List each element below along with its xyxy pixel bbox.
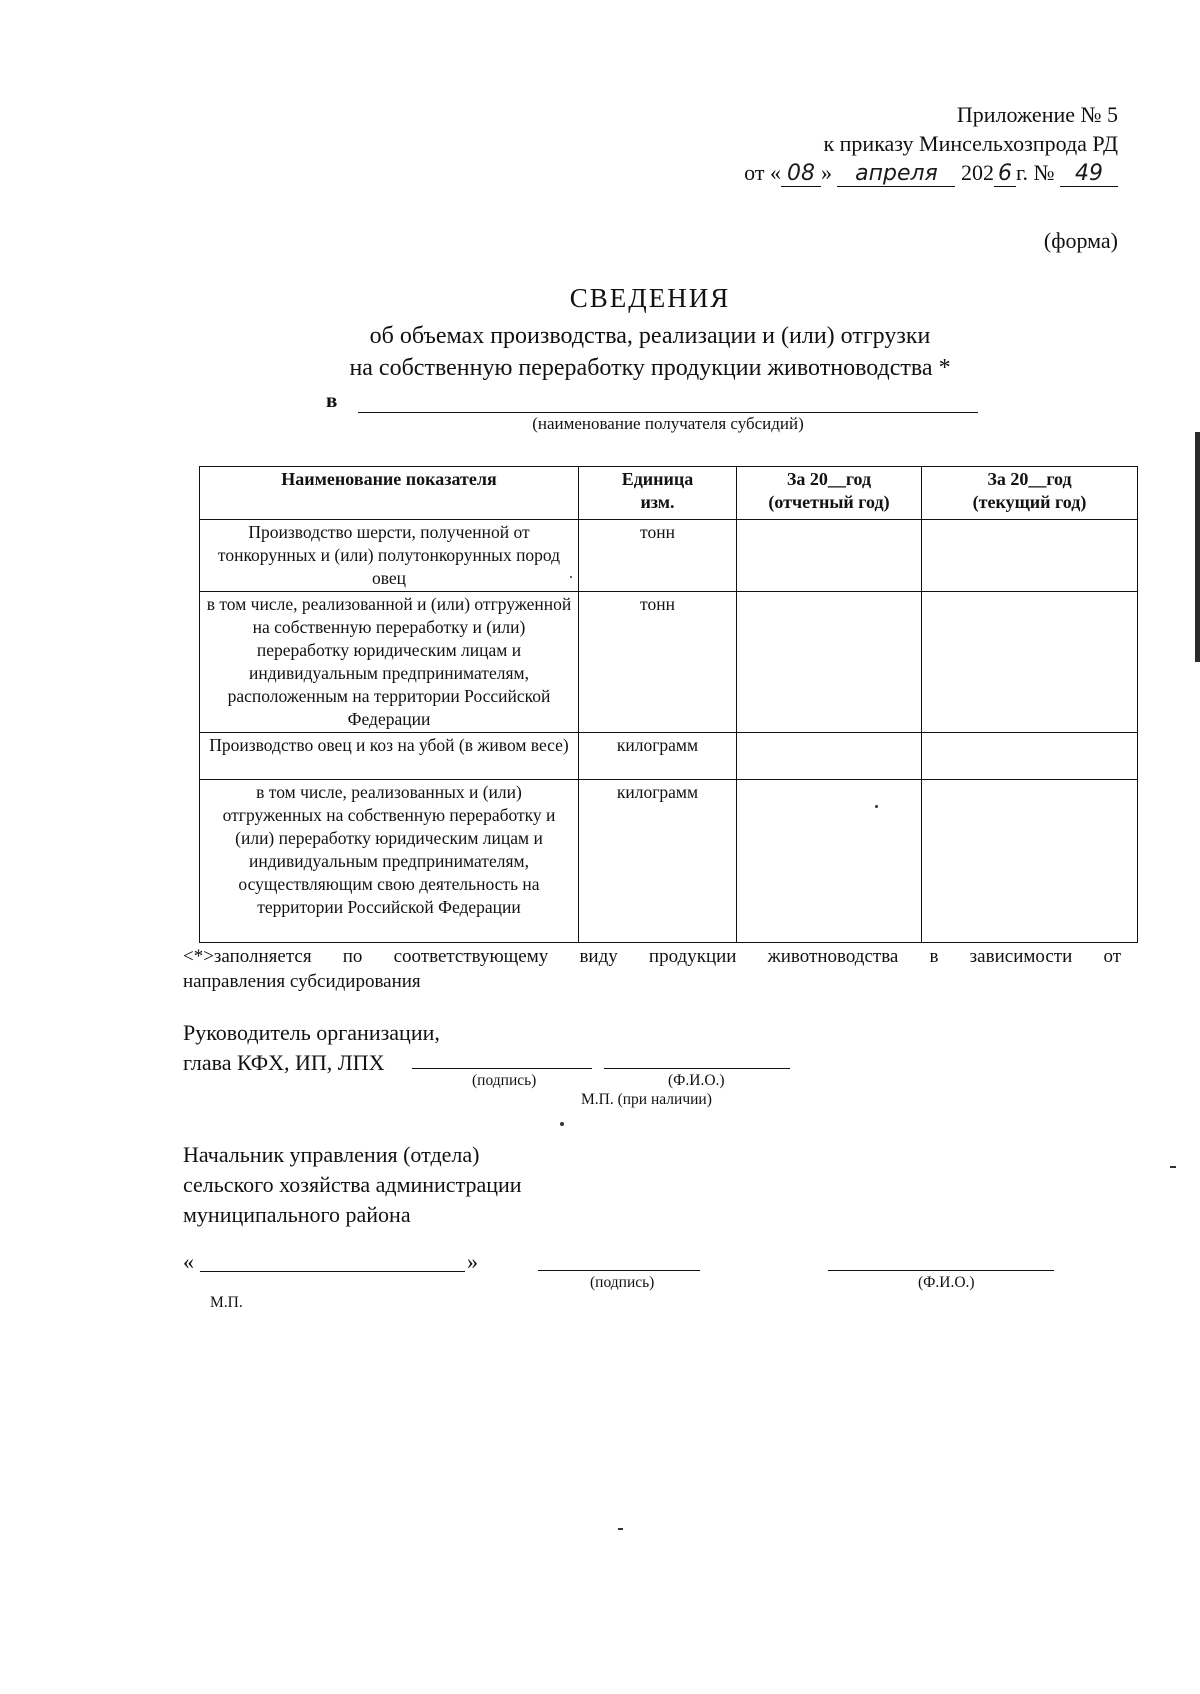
date-prefix: от « <box>744 160 781 185</box>
date-year-prefix: 202 <box>955 160 994 185</box>
table-header-row <box>200 467 1138 520</box>
head-name-caption: (Ф.И.О.) <box>668 1072 725 1089</box>
row-reported-value[interactable] <box>737 520 922 592</box>
recipient-prefix: в <box>326 388 338 412</box>
chief-name-caption: (Ф.И.О.) <box>918 1274 975 1291</box>
order-number-field <box>1060 161 1118 187</box>
head-name-field[interactable] <box>604 1068 790 1069</box>
table-row <box>200 520 1138 592</box>
scan-speck <box>875 805 878 808</box>
head-title-line2: глава КФХ, ИП, ЛПХ <box>183 1050 385 1075</box>
annex-reference <box>823 100 1118 158</box>
row-unit: тонн <box>579 592 737 733</box>
row-unit: килограмм <box>579 780 737 943</box>
table-row <box>200 733 1138 780</box>
date-year-digit: 6 <box>997 161 1012 186</box>
row-name: Производство шерсти, полученной от тонкорунных и (или) полутонкорунных пород овец <box>200 520 579 592</box>
date-month: апреля <box>855 161 938 186</box>
annex-number: Приложение № 5 <box>956 102 1118 127</box>
row-reported-value[interactable] <box>737 780 922 943</box>
row-current-value[interactable] <box>922 592 1138 733</box>
table-row <box>200 592 1138 733</box>
recipient-name-field[interactable] <box>358 412 978 413</box>
date-year-field <box>994 161 1016 187</box>
chief-date-quote-close: » <box>467 1249 478 1274</box>
scan-speck <box>570 576 572 578</box>
head-signature-field[interactable] <box>412 1068 592 1069</box>
chief-date-quote-open: « <box>183 1249 194 1274</box>
head-title-line1: Руководитель организации, <box>183 1020 440 1045</box>
row-current-value[interactable] <box>922 520 1138 592</box>
form-label: (форма) <box>1043 228 1118 253</box>
row-name: в том числе, реализованных и (или) отгруженных на собственную переработку и (или) переработку юридическим лицам и индивидуальным предпринимателям, осуществляющим свою деятельность на территории Российской Федерации <box>200 780 579 943</box>
head-signature-title <box>183 1018 440 1078</box>
date-month-field <box>837 161 955 187</box>
row-unit: килограмм <box>579 733 737 780</box>
date-day: 08 <box>786 161 815 186</box>
row-current-value[interactable] <box>922 780 1138 943</box>
header-indicator: Наименование показателя <box>200 467 579 520</box>
scan-margin-edge <box>1195 432 1200 662</box>
chief-signature-title <box>183 1140 522 1230</box>
date-day-field <box>781 161 821 187</box>
footnote <box>183 944 1121 994</box>
date-mid: » <box>820 160 838 185</box>
head-stamp-caption: М.П. (при наличии) <box>581 1091 712 1108</box>
date-year-end: г. № <box>1015 160 1055 185</box>
chief-name-field[interactable] <box>828 1270 1054 1271</box>
chief-title-line1: Начальник управления (отдела) <box>183 1142 480 1167</box>
header-reported-year: За 20__год (отчетный год) <box>737 467 922 520</box>
order-date-line <box>744 158 1118 188</box>
footnote-line2: направления субсидирования <box>183 971 421 992</box>
footnote-line1: <*>заполняется по соответствующему виду продукции животноводства в зависимости от <box>183 946 1121 967</box>
head-signature-caption: (подпись) <box>472 1072 537 1089</box>
annex-order: к приказу Минсельхозпрода РД <box>823 131 1118 156</box>
chief-title-line2: сельского хозяйства администрации <box>183 1172 522 1197</box>
scan-speck <box>1170 1166 1176 1168</box>
row-reported-value[interactable] <box>737 592 922 733</box>
document-subtitle-line1: об объемах производства, реализации и (или) отгрузки <box>369 323 931 349</box>
row-current-value[interactable] <box>922 733 1138 780</box>
header-current-year: За 20__год (текущий год) <box>922 467 1138 520</box>
chief-signature-caption: (подпись) <box>590 1274 655 1291</box>
row-reported-value[interactable] <box>737 733 922 780</box>
row-name: в том числе, реализованной и (или) отгруженной на собственную переработку и (или) переработку юридическим лицам и индивидуальным предпринимателям, расположенным на территории Российской Федерации <box>200 592 579 733</box>
chief-date-field[interactable] <box>200 1271 465 1272</box>
order-number: 49 <box>1075 161 1103 186</box>
scan-speck <box>618 1528 623 1530</box>
table-row <box>200 780 1138 943</box>
chief-stamp-caption: М.П. <box>210 1294 243 1311</box>
row-unit: тонн <box>579 520 737 592</box>
document-title: СВЕДЕНИЯ <box>569 283 731 313</box>
chief-title-line3: муниципального района <box>183 1202 411 1227</box>
header-unit: Единица изм. <box>579 467 737 520</box>
recipient-caption: (наименование получателя субсидий) <box>532 414 804 433</box>
scan-speck <box>560 1122 564 1126</box>
document-subtitle-line2: на собственную переработку продукции животноводства * <box>349 355 951 381</box>
chief-signature-field[interactable] <box>538 1270 700 1271</box>
production-table <box>199 466 1138 943</box>
row-name: Производство овец и коз на убой (в живом весе) <box>200 733 579 780</box>
